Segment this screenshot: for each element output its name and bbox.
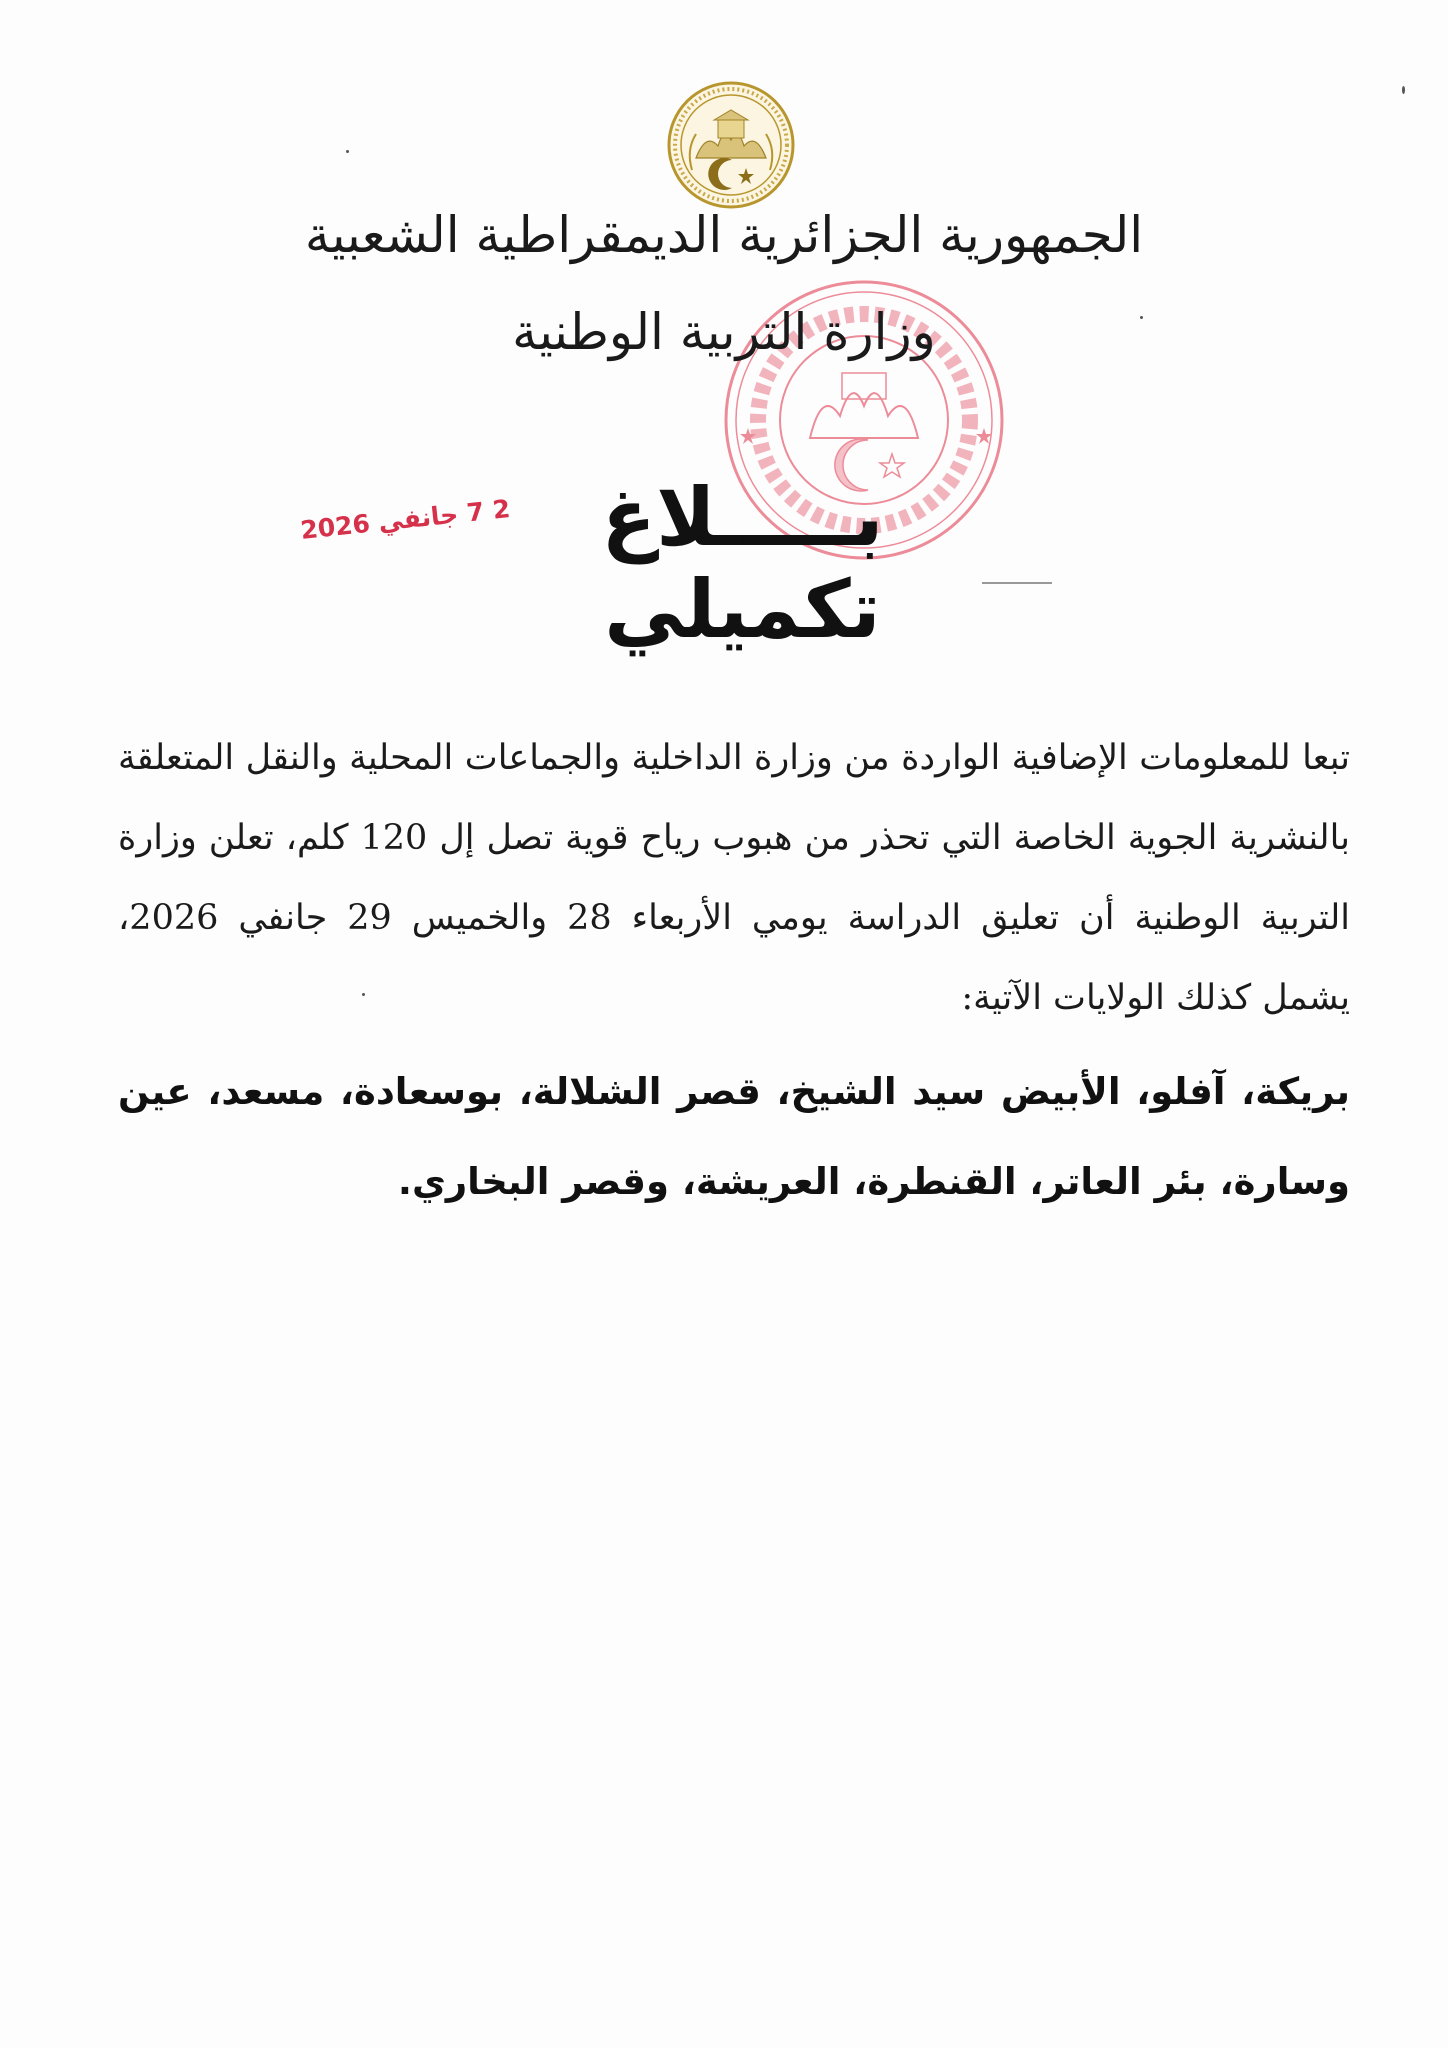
scan-speck — [1402, 86, 1405, 94]
body-paragraph — [118, 718, 1350, 1038]
date-stamp: 2 7 جانفي 2026 — [299, 494, 512, 545]
national-emblem-icon — [666, 80, 796, 210]
provinces-list-text: بريكة، آفلو، الأبيض سيد الشيخ، قصر الشلالة، بوسعادة، مسعد، عين وسارة، بئر العاتر، القنطرة، العريشة، وقصر البخاري. — [118, 1070, 1350, 1203]
scan-speck — [362, 993, 365, 996]
body-paragraph-text: تبعا للمعلومات الإضافية الواردة من وزارة الداخلية والجماعات المحلية والنقل المتعلقة بالنشرية الجوية الخاصة التي تحذر من هبوب رياح قوية تصل إل 120 كلم، تعلن وزارة التربية الوطنية أن تعليق الدراسة يومي الأربعاء 28 والخميس 29 جانفي 2026، يشمل كذلك الولايات الآتية: — [118, 738, 1351, 1018]
page-title: بـــــلاغ تكميلي — [601, 471, 884, 656]
provinces-list — [118, 1047, 1350, 1227]
scan-speck — [1140, 316, 1143, 319]
scan-speck — [346, 150, 349, 153]
republic-name: الجمهورية الجزائرية الديمقراطية الشعبية — [304, 206, 1144, 264]
scan-speck — [982, 582, 1052, 584]
ministry-name: وزارة التربية الوطنية — [512, 303, 936, 361]
